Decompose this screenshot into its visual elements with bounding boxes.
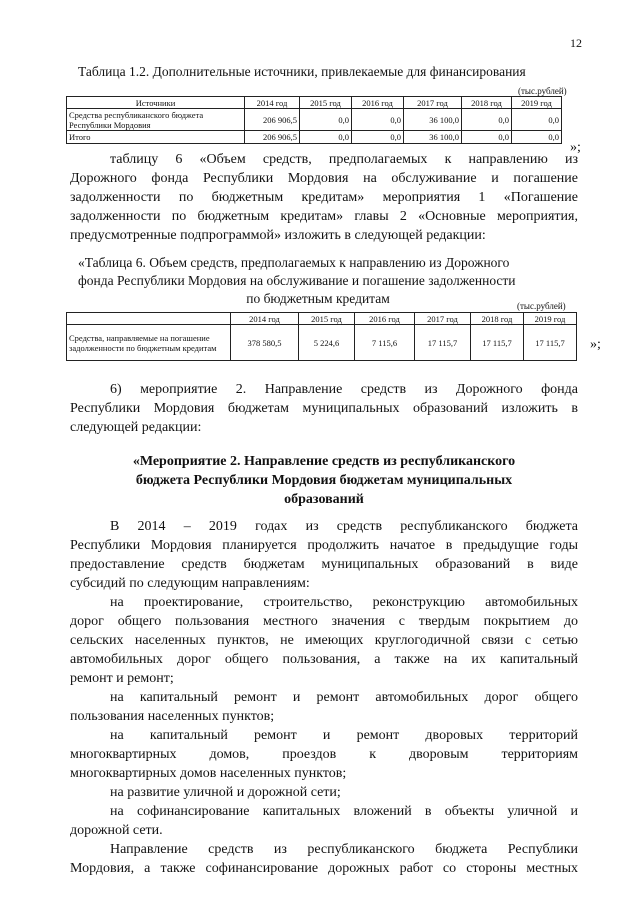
table1 <box>66 96 562 144</box>
text-line: многоквартирных домов населенных пунктов; <box>70 766 347 781</box>
page-number: 12 <box>570 36 582 50</box>
table6-end-mark: »; <box>590 337 601 352</box>
table1-cell: 36 100,0 <box>404 131 462 144</box>
section-heading <box>70 452 578 509</box>
text-line: Дорожного фонда Республики Мордовия на обслуживание и погашение <box>70 171 578 186</box>
table-row <box>67 109 562 131</box>
table1-header-cell: 2014 год <box>245 97 300 109</box>
text-line: автомобильных дорог общего пользования, а также на их капитальный <box>70 652 578 667</box>
table6-cell: 17 115,7 <box>471 325 524 361</box>
table6-caption <box>78 254 588 308</box>
table6-header-cell: 2017 год <box>415 313 471 325</box>
table1-cell: Итого <box>67 131 245 144</box>
table1-unit: (тыс.рублей) <box>518 86 567 96</box>
table6-cell: Средства, направляемые на погашение задолженности по бюджетным кредитам <box>67 325 231 361</box>
table1-cell: 0,0 <box>352 131 404 144</box>
caption-line: «Таблица 6. Объем средств, предполагаемых к направлению из Дорожного <box>78 255 510 270</box>
heading-line: бюджета Республики Мордовия бюджетам муниципальных <box>135 473 513 488</box>
text-line: на проектирование, строительство, реконструкцию автомобильных <box>110 595 578 610</box>
text-line: на развитие уличной и дорожной сети; <box>110 785 341 800</box>
heading-line: образований <box>284 492 364 507</box>
table1-end-mark: »; <box>570 140 581 155</box>
text-line: следующей редакции: <box>70 420 202 435</box>
table6-header-cell: 2014 год <box>231 313 299 325</box>
table6-header-cell <box>67 313 231 325</box>
table1-cell: 0,0 <box>462 109 512 131</box>
table1-header-cell: 2017 год <box>404 97 462 109</box>
text-line: дорог общего пользования местного значения с твердым покрытием до <box>70 614 578 629</box>
table1-header-cell: 2016 год <box>352 97 404 109</box>
table1-cell: 0,0 <box>300 131 352 144</box>
text-line: предоставление средств бюджетам муниципальных образований в виде <box>70 557 578 572</box>
table1-header-cell: 2015 год <box>300 97 352 109</box>
table1-cell: Средства республиканского бюджета Республики Мордовия <box>67 109 245 131</box>
paragraph-measure-2 <box>70 380 578 437</box>
text-line: на капитальный ремонт и ремонт дворовых территорий <box>110 728 578 743</box>
text-line: Республики Мордовия планируется продолжить начатое в предыдущие годы <box>70 538 578 553</box>
table1-header-cell: 2019 год <box>512 97 562 109</box>
text-line: таблицу 6 «Объем средств, предполагаемых к направлению из <box>110 152 578 167</box>
text-line: пользования населенных пунктов; <box>70 709 275 724</box>
text-line: задолженности по бюджетным кредитам» главы 2 «Основные мероприятия, <box>70 209 578 224</box>
table6-cell: 17 115,7 <box>415 325 471 361</box>
text-line: субсидий по следующим направлениям: <box>70 576 310 591</box>
caption-line: по бюджетным кредитам <box>246 291 390 306</box>
table1-cell: 0,0 <box>512 109 562 131</box>
body-text <box>70 517 578 878</box>
table-row <box>67 131 562 144</box>
table1-cell: 0,0 <box>352 109 404 131</box>
table1-cell: 206 906,5 <box>245 109 300 131</box>
table6-cell: 17 115,7 <box>524 325 577 361</box>
table6-unit: (тыс.рублей) <box>517 301 566 311</box>
table1-header-cell: 2018 год <box>462 97 512 109</box>
table1-cell: 36 100,0 <box>404 109 462 131</box>
table1-header-cell: Источники <box>67 97 245 109</box>
paragraph-table6-intro <box>70 150 578 245</box>
text-line: на капитальный ремонт и ремонт автомобильных дорог общего <box>110 690 578 705</box>
table6-cell: 7 115,6 <box>355 325 415 361</box>
table6-cell: 5 224,6 <box>299 325 355 361</box>
text-line: ремонт и ремонт; <box>70 671 174 686</box>
table1-cell: 0,0 <box>300 109 352 131</box>
text-line: на софинансирование капитальных вложений в объекты уличной и <box>110 804 578 819</box>
text-line: многоквартирных домов, проездов к дворовым территориям <box>70 747 578 762</box>
caption-line: фонда Республики Мордовия на обслуживание и погашение задолженности <box>78 273 516 288</box>
table-row <box>67 325 577 361</box>
text-line: 6) мероприятие 2. Направление средств из Дорожного фонда <box>110 382 578 397</box>
table1-cell: 206 906,5 <box>245 131 300 144</box>
text-line: В 2014 – 2019 годах из средств республиканского бюджета <box>110 519 578 534</box>
text-line: Республики Мордовия бюджетам муниципальных образований изложить в <box>70 401 578 416</box>
heading-line: «Мероприятие 2. Направление средств из республиканского <box>132 454 516 469</box>
text-line: предусмотренные подпрограммой» изложить в следующей редакции: <box>70 228 486 243</box>
table6 <box>66 312 577 361</box>
text-line: Направление средств из республиканского бюджета Республики <box>110 842 578 857</box>
text-line: Мордовия, а также софинансирование дорожных работ со стороны местных <box>70 861 578 876</box>
table6-header-cell: 2015 год <box>299 313 355 325</box>
text-line: дорожной сети. <box>70 823 163 838</box>
table1-caption: Таблица 1.2. Дополнительные источники, привлекаемые для финансирования <box>78 64 526 79</box>
table6-header-cell: 2016 год <box>355 313 415 325</box>
text-line: задолженности по бюджетным кредитам» мероприятия 1 «Погашение <box>70 190 578 205</box>
table6-cell: 378 580,5 <box>231 325 299 361</box>
table6-header-cell: 2019 год <box>524 313 577 325</box>
text-line: сельских населенных пунктов, не имеющих круглогодичной связи с сетью <box>70 633 578 648</box>
table6-header-cell: 2018 год <box>471 313 524 325</box>
table1-cell: 0,0 <box>462 131 512 144</box>
table1-cell: 0,0 <box>512 131 562 144</box>
